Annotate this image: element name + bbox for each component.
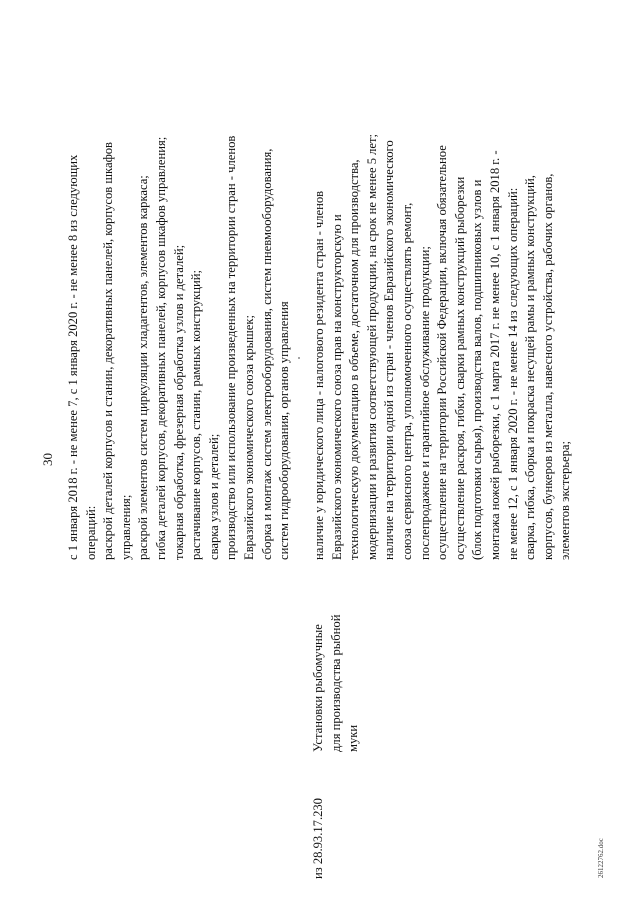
requirement-line: технологическую документацию в объеме, достаточном для производства, [347,159,362,560]
requirement-line: осуществление раскроя, гибки, сварки рамных конструкций рыборезки [452,176,467,560]
requirement-line: монтажа ножей рыборезки, с 1 марта 2017 г. не менее 10, с 1 января 2018 г. - [488,150,502,560]
requirement-line: операций: [83,505,98,560]
requirement-line: раскрой деталей корпусов и станин, декоративных панелей, корпусов шкафов [101,142,116,560]
product-code: из 28.93.17.230 [311,798,325,879]
product-name-line: муки [346,724,361,752]
requirement-line: элементов экстерьера; [558,441,573,560]
requirement-line: растачивание корпусов, станин, рамных конструкций; [189,270,204,560]
requirement-line: корпусов, бункеров из металла, навесного устройства, рабочих органов, [540,173,555,560]
requirement-line: Евразийского экономического союза крышек; [242,314,256,560]
requirement-line: не менее 12, с 1 января 2020 г. - не менее 14 из следующих операций: [505,187,520,560]
requirement-line: сборка и монтаж систем электрооборудования, систем пневмооборудования, [259,148,274,560]
footer-filename: 26122762.doc [597,838,605,878]
requirement-line: токарная обработка, фрезерная обработка узлов и деталей; [171,244,186,560]
requirement-line: управления; [118,494,133,560]
requirement-line: производство или использование произведенных на территории стран - членов [224,135,239,560]
requirement-line: (блок подготовки сырья), производства валов, подшипниковых узлов и [470,179,485,560]
requirement-line: сварка, гибка, сборка и покраска несущей рамы и рамных конструкций, [523,175,538,560]
requirement-line: наличие на территории одной из стран - членов Евразийского экономического [382,140,397,560]
product-name-line: для производства рыбной [328,614,343,752]
requirement-line: союза сервисного центра, уполномоченного осуществлять ремонт, [400,202,414,560]
separator-dot [298,357,300,359]
requirement-line: раскрой элементов систем циркуляции хладагентов, элементов каркаса; [136,175,151,560]
product-name-line: Установки рыбомучные [311,624,325,752]
requirement-line: с 1 января 2018 г. - не менее 7, с 1 января 2020 г. - не менее 8 из следующих [66,154,80,560]
requirement-line: сварка узлов и деталей; [206,433,221,560]
requirement-line: послепродажное и гарантийное обслуживание продукции; [417,246,432,560]
page-number: 30 [40,453,55,466]
requirement-line: осуществление на территории Российской Федерации, включая обязательное [435,145,450,560]
requirement-line: систем гидрооборудования, органов управления [277,301,292,560]
requirement-line: Евразийского экономического союза прав на конструкторскую и [329,214,344,560]
requirement-line: гибка деталей корпусов, декоративных панелей, корпусов шкафов управления; [154,136,168,560]
requirement-line: наличие у юридического лица - налогового резидента стран - членов [312,190,326,560]
requirement-line: модернизации и развития соответствующей продукции, на срок не менее 5 лет; [364,133,379,560]
